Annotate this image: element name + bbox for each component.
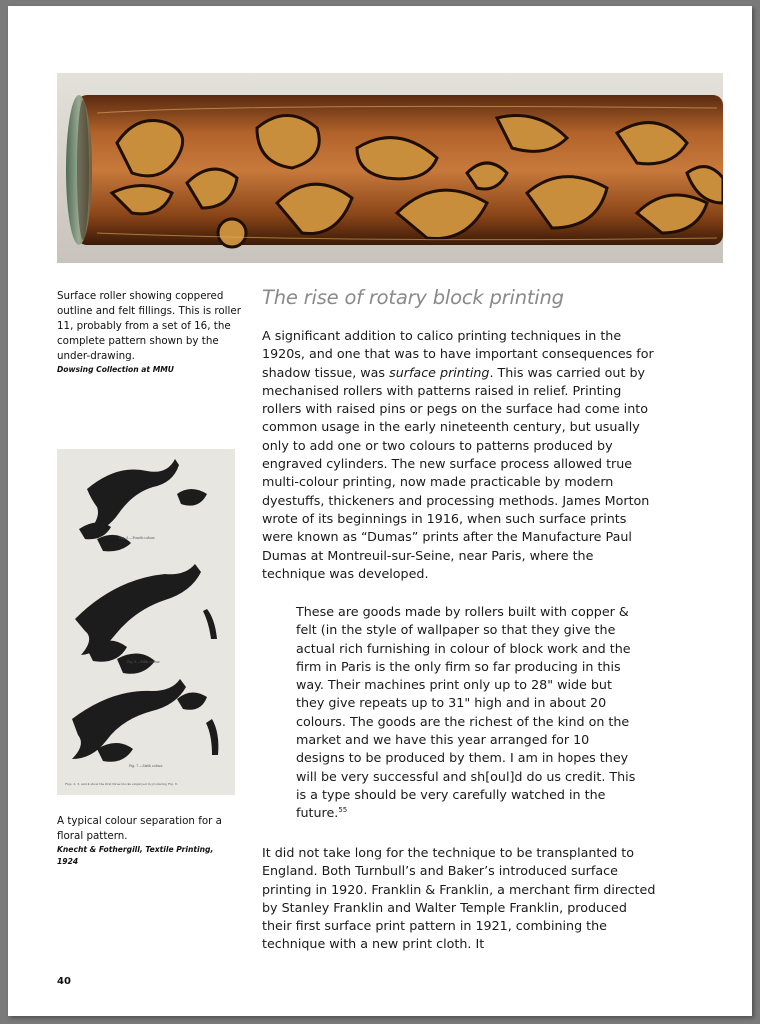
paragraph-2: It did not take long for the technique to be transplanted to England. Both Turnbull’s and Baker’s introduced surface printing in 1920. Franklin & Franklin, a merchant firm directed by Stanley Franklin and Walter Temple Franklin, produced their first surface print pattern in 1921, combining the technique with a new print cloth. It — [262, 845, 656, 952]
page-number: 40 — [57, 976, 71, 987]
paragraph-1 — [262, 327, 657, 583]
roller-caption-source: Dowsing Collection at MMU — [57, 365, 174, 374]
book-page — [8, 6, 752, 1016]
roller-photo — [57, 73, 723, 263]
footnote-ref[interactable]: 55 — [338, 806, 348, 815]
plate-caption-source: Knecht & Fothergill, Textile Printing, 1924 — [57, 845, 214, 866]
section-heading: The rise of rotary block printing — [262, 286, 564, 309]
plate-caption — [57, 814, 237, 868]
paragraph-1-before: A significant addition to calico printing techniques in the 1920s, and one that was to have important consequences for shadow tissue, was — [262, 328, 654, 380]
plate-fig3-label: Fig. 7.—Sixth colour. — [129, 764, 163, 768]
block-quote — [296, 603, 641, 823]
plate-fig2-label: Fig. 6.—Fifth colour. — [127, 660, 161, 664]
roller-caption — [57, 289, 247, 376]
colour-separation-plate — [57, 449, 235, 795]
roller-caption-text: Surface roller showing coppered outline and felt fillings. This is roller 11, probably from a set of 16, the complete pattern shown by the under-drawing. — [57, 290, 241, 362]
block-quote-text: These are goods made by rollers built with copper & felt (in the style of wallpaper so that they give the actual rich furnishing in colour of block work and the firm in Paris is the only firm so far producing in this way. Their machines print only up to 28" wide but they give repeats up to 31" high and in about 20 colours. The goods are the richest of the kind on the market and we have this year arranged for 10 designs to be produced by them. I am in hopes they will be very successful and sh[oul]d do us credit. This is a type should be very carefully watched in the future. — [296, 604, 636, 821]
paragraph-1-after: . This was carried out by mechanised rollers with patterns raised in relief. Printing rollers with raised pins or pegs on the surface had come into common usage in the early nineteenth century, but usually only to add one or two colours to patterns produced by engraved cylinders. The new surface process allowed true multi-colour printing, now made practicable by modern dyestuffs, thickeners and processing methods. James Morton wrote of its beginnings in 1916, when such surface prints were known as “Dumas” prints after the Manufacture Paul Dumas at Montreuil-sur-Seine, near Paris, where the technique was developed. — [262, 364, 650, 581]
plate-caption-text: A typical colour separation for a floral pattern. — [57, 815, 222, 842]
plate-fig1-label: Fig. 5.—Fourth colour. — [119, 536, 156, 540]
plate-footer-label: Figs. 2, 3, and 4 show the first three blocks employed in producing Fig. 8. — [65, 782, 178, 786]
paragraph-1-italic: surface printing — [389, 364, 490, 380]
